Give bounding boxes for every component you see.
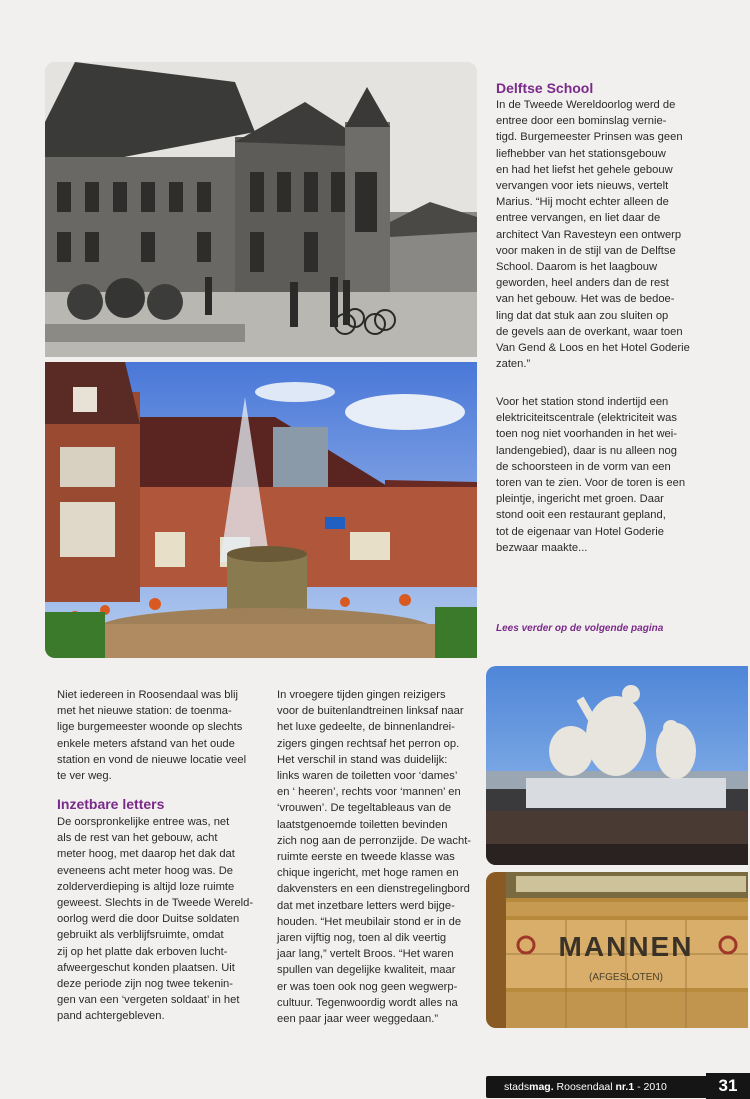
text-line: In vroegere tijden gingen reizigers	[277, 689, 446, 701]
intro-paragraph	[57, 687, 246, 784]
text-line: landengebied), daar is nu alleen nog	[496, 444, 678, 457]
text-line: Niet iedereen in Roosendaal was blij	[57, 689, 238, 701]
text-line: bezwaar maakte...	[496, 541, 588, 554]
issue-number: nr.1	[615, 1081, 635, 1093]
text-line: te ver weg.	[57, 770, 112, 783]
reizigers-paragraph	[277, 687, 471, 1027]
text-line: liefhebber van het stationsgebouw	[496, 147, 666, 160]
text-line: en had het liefst het gehele gebouw	[496, 163, 673, 176]
text-line: entree door een bominslag vernie-	[496, 115, 667, 128]
text-line: ruimte eerste en tweede klasse was	[277, 851, 455, 864]
delftse-school-heading: Delftse School	[496, 80, 594, 96]
mannen-sign-photo	[486, 872, 748, 1028]
mag-bold: mag.	[529, 1081, 554, 1093]
text-line: tigd. Burgemeester Prinsen was geen	[496, 131, 683, 144]
text-line: station en vond de nieuwe locatie veel	[57, 753, 247, 766]
text-line: vervangen voor iets nieuws, vertelt	[496, 180, 669, 193]
text-line: In de Tweede Wereldoorlog werd de	[496, 99, 676, 111]
text-line: en ‘ heeren’, rechts voor ‘mannen’ en	[277, 786, 461, 799]
statue-photo	[486, 666, 748, 865]
text-line: voor maken in de stijl van de Delftse	[496, 244, 676, 257]
tiled-sign-photo-icon	[486, 872, 748, 1028]
text-line: zij op het platte dak erboven lucht-	[57, 945, 228, 958]
station-fountain-photo-icon	[45, 362, 477, 658]
text-line: pleintje, ingericht met groen. Daar	[496, 493, 664, 506]
text-line: architect Van Ravesteyn een ontwerp	[496, 228, 682, 241]
text-line: De oorspronkelijke entree was, net	[57, 816, 230, 828]
text-line: het luxe gedeelte, de binnenlandrei-	[277, 721, 455, 734]
text-line: ling dat dat stuk aan zou sluiten op	[496, 309, 669, 322]
read-more-link[interactable]: Lees verder op de volgende pagina	[496, 623, 664, 634]
historic-station-photo-icon	[45, 62, 477, 357]
text-line: elektriciteitscentrale (elektriciteit was	[496, 412, 677, 425]
text-line: tot de eigenaar van Hotel Goderie	[496, 525, 664, 538]
text-line: de gevels aan de overkant, waar toen	[496, 325, 683, 338]
text-line: als de rest van het gebouw, acht	[57, 832, 218, 845]
delftse-school-paragraph	[496, 97, 690, 372]
text-line: lige burgemeester woonde op slechts	[57, 721, 243, 734]
current-station-photo	[45, 362, 477, 658]
text-line: enkele meters afstand van het oude	[57, 737, 235, 750]
text-line: met het nieuwe station: de toenma-	[57, 705, 232, 718]
text-line: deze periode zijn nog twee tekenin-	[57, 978, 234, 991]
text-line: School. Daarom is het laagbouw	[496, 261, 658, 274]
text-line: entree vervangen, en liet daar de	[496, 212, 661, 225]
text-line: laatstgenoemde toiletten bevinden	[277, 818, 448, 831]
text-line: zaten.”	[496, 358, 531, 371]
text-line: toen nog niet voorhanden in het wei-	[496, 428, 677, 441]
text-line: dakvensters en een dienstregelingbord	[277, 883, 470, 896]
text-line: gebruikt als verblijfsruimte, omdat	[57, 929, 224, 942]
text-line: ‘vrouwen’. De tegeltableaus van de	[277, 802, 452, 815]
text-line: jaren vijftig nog, toen al dik veertig	[277, 932, 447, 945]
magazine-footer	[486, 1076, 706, 1098]
mag-prefix: stads	[504, 1081, 530, 1093]
text-line: Het verschil in stand was duidelijk:	[277, 753, 448, 766]
text-line: stond ooit een restaurant gepland,	[496, 509, 666, 522]
mannen-sign-subtext: (AFGESLOTEN)	[589, 972, 663, 983]
text-line: jaar lang,” vertelt Broos. “Het waren	[277, 948, 454, 961]
text-line: eveneens acht meter hoog was. De	[57, 864, 233, 877]
text-line: afweergeschut konden plaatsen. Uit	[57, 961, 235, 974]
text-line: zich nog aan de perronzijde. De wacht-	[277, 834, 472, 847]
text-line: chique ingericht, met hoge ramen en	[277, 867, 459, 880]
text-line: zigers gingen rechtsaf het perron op.	[277, 737, 460, 750]
page-number: 31	[706, 1073, 750, 1099]
mannen-sign-text: MANNEN	[558, 931, 694, 962]
text-line: toren van te zien. Voor de toren is een	[496, 477, 686, 490]
historic-station-photo	[45, 62, 477, 357]
elektriciteitscentrale-paragraph	[496, 394, 685, 556]
text-line: geworden, heel anders dan de rest	[496, 277, 669, 290]
text-line: pand achtergebleven.	[57, 1010, 165, 1023]
inzetbare-letters-paragraph	[57, 814, 253, 1025]
text-line: de schoorsteen in de vorm van een	[496, 460, 671, 473]
footer-city: Roosendaal	[553, 1081, 616, 1093]
text-line: Voor het station stond indertijd een	[496, 396, 669, 408]
text-line: zolderverdieping is altijd loze ruimte	[57, 880, 235, 893]
inzetbare-letters-heading: Inzetbare letters	[57, 796, 165, 812]
text-line: cultuur. Tegenwoordig wordt alles na	[277, 996, 458, 1009]
text-line: spullen van degelijke kwaliteit, maar	[277, 964, 456, 977]
text-line: Marius. “Hij mocht echter alleen de	[496, 196, 669, 209]
text-line: houden. “Het meubilair stond er in de	[277, 915, 462, 928]
statue-photo-icon	[486, 666, 748, 865]
text-line: er was toen ook nog geen wegwerp-	[277, 980, 458, 993]
text-line: oorlog werd die door Duitse soldaten	[57, 913, 240, 926]
text-line: gen van een ‘vergeten soldaat’ in het	[57, 994, 240, 1007]
footer-year: - 2010	[634, 1081, 667, 1093]
text-line: geweest. Slechts in de Tweede Wereld-	[57, 897, 254, 910]
text-line: Van Gend & Loos en het Hotel Goderie	[496, 342, 690, 355]
text-line: voor de buitenlandtreinen linksaf naar	[277, 705, 464, 718]
text-line: een paar jaar weer weggedaan.”	[277, 1013, 439, 1026]
text-line: links waren de toiletten voor ‘dames’	[277, 770, 458, 783]
text-line: van het gebouw. Het was de bedoe-	[496, 293, 675, 306]
text-line: dat met inzetbare letters werd bijge-	[277, 899, 455, 912]
text-line: meter hoog, met daarop het dak dat	[57, 848, 235, 861]
